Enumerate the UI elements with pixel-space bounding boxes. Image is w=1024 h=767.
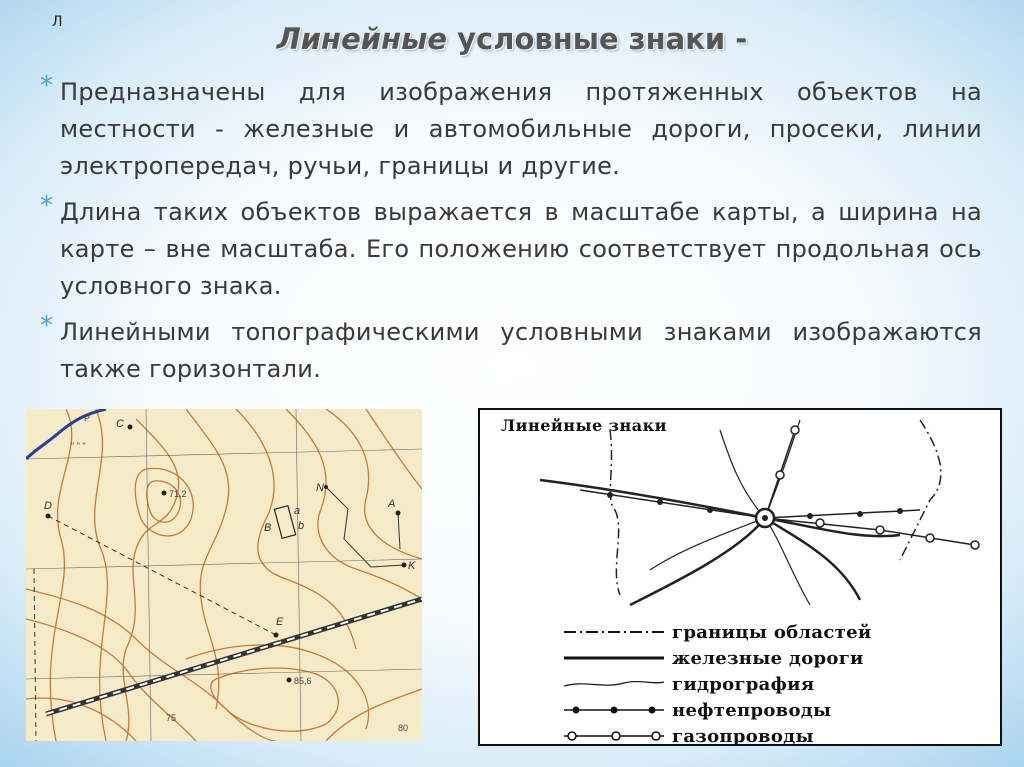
legend-row-oil-pipelines xyxy=(564,697,872,723)
bullet-text: Линейными топографическими условными знаками изображаются также горизонтали. xyxy=(60,318,982,383)
line-with-circles-icon xyxy=(564,729,664,743)
map-label-a: A xyxy=(388,498,396,510)
title-rest: условные знаки - xyxy=(447,22,748,56)
map-label-c: C xyxy=(116,418,124,430)
legend-label: железные дороги xyxy=(672,647,864,669)
title-italic-word: Линейные xyxy=(276,22,448,56)
slide-title xyxy=(0,22,1024,56)
scheme-border-line xyxy=(610,430,620,595)
elevation-label: 85,6 xyxy=(294,676,312,686)
scheme-railway xyxy=(540,480,900,536)
asterisk-bullet-icon: * xyxy=(40,311,53,341)
contour-label: 75 xyxy=(166,713,177,723)
thin-wavy-line-icon xyxy=(564,677,664,691)
corner-mark: Л xyxy=(52,14,63,30)
bullet-text: Длина таких объектов выражается в масштабе карты, а ширина на карте – вне масштаба. Его положению соответствует продольная ось условного знака. xyxy=(60,198,982,300)
bullet-item xyxy=(38,71,982,185)
bullet-text: Предназначены для изображения протяженных объектов на местности - железные и автомобильные дороги, просеки, линии электропередач, ручьи, границы и другие. xyxy=(60,78,982,180)
contour-lines xyxy=(26,409,422,741)
dashed-path-left xyxy=(34,569,36,741)
legend-row-borders xyxy=(564,619,872,645)
legend-row-gas-pipelines xyxy=(564,723,872,749)
map-label-k: K xyxy=(408,560,416,572)
bullet-item xyxy=(38,191,982,305)
map-points xyxy=(46,425,407,683)
legend-row-hydrography xyxy=(564,671,872,697)
scheme-railway xyxy=(630,518,765,605)
dashed-path-d-e xyxy=(48,516,276,635)
scheme-network-drawing xyxy=(480,410,1000,610)
scheme-railway xyxy=(765,518,860,600)
solid-line-icon xyxy=(564,651,664,665)
area-polygon xyxy=(274,506,295,539)
scheme-pipeline-circles xyxy=(776,426,979,549)
dash-dot-line-icon xyxy=(564,625,664,639)
legend-label: газопроводы xyxy=(672,725,814,747)
map-label-e: E xyxy=(276,616,284,628)
topographic-map-drawing xyxy=(26,409,422,741)
map-grass-marks: " " " xyxy=(71,441,86,451)
linear-signs-scheme xyxy=(478,408,1002,746)
scheme-legend xyxy=(564,619,872,749)
scheme-title: Линейные знаки xyxy=(501,416,667,435)
scheme-gas-pipeline xyxy=(765,518,975,545)
map-label-small-a: a xyxy=(294,505,301,517)
line-with-dots-icon xyxy=(564,703,664,717)
bullet-item xyxy=(38,311,982,388)
topographic-map-image xyxy=(26,409,422,741)
bullet-list xyxy=(38,71,982,397)
river-line xyxy=(26,409,106,459)
contour-label: 80 xyxy=(398,723,409,733)
map-label-n: N xyxy=(316,482,324,494)
map-label-b: B xyxy=(264,522,272,534)
legend-label: гидрография xyxy=(672,673,815,695)
elevation-label: 71,2 xyxy=(169,489,187,499)
map-label-p: P xyxy=(84,413,91,423)
map-label-d: D xyxy=(44,500,52,512)
scheme-river xyxy=(650,518,765,570)
legend-label: границы областей xyxy=(672,621,872,643)
map-label-small-b: b xyxy=(298,520,305,532)
legend-label: нефтепроводы xyxy=(672,699,832,721)
path-a xyxy=(398,513,400,549)
asterisk-bullet-icon: * xyxy=(40,71,53,101)
asterisk-bullet-icon: * xyxy=(40,191,53,221)
legend-row-railways xyxy=(564,645,872,671)
